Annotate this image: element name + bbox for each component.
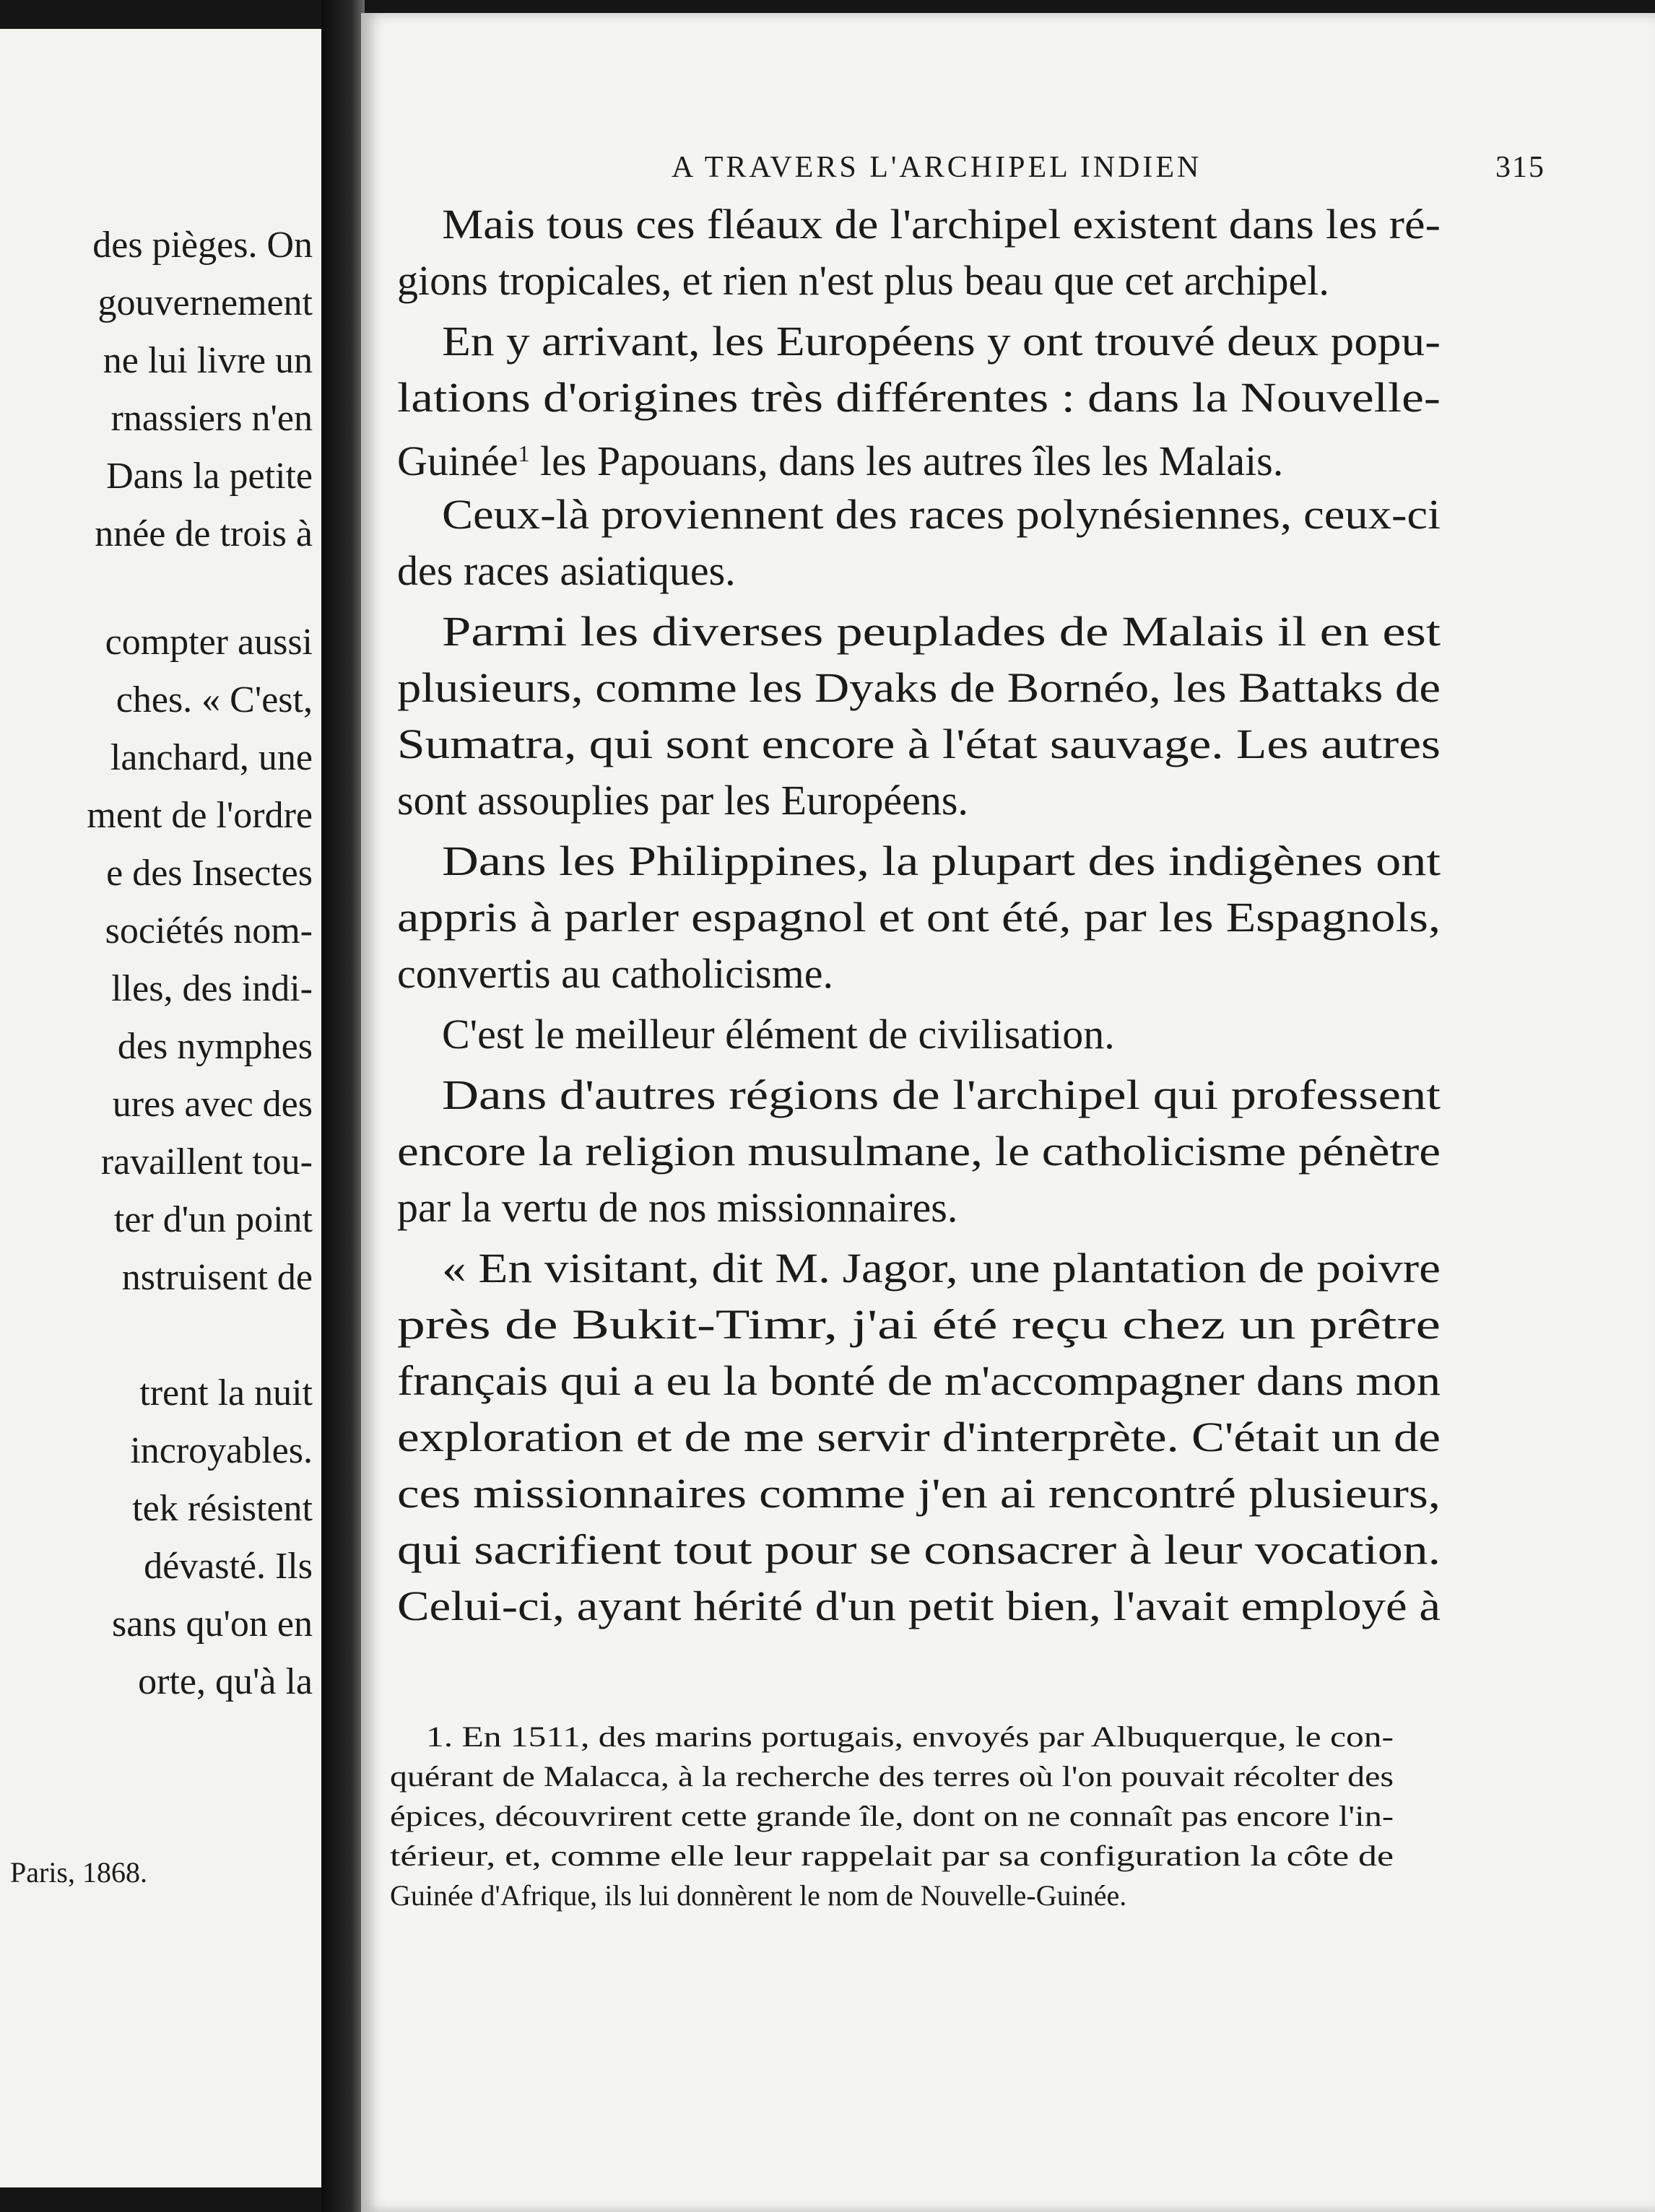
body-text-line: encore la religion musulmane, le catholicisme pénètre: [397, 1128, 1441, 1175]
body-text-line: par la vertu de nos missionnaires.: [397, 1184, 958, 1231]
left-page-line: ter d'un point: [113, 1199, 313, 1240]
left-page-line: tek résistent: [132, 1488, 313, 1529]
footnote-line: térieur, et, comme elle leur rappelait par sa configuration la côte de: [390, 1839, 1394, 1872]
body-text-line: français qui a eu la bonté de m'accompagner dans mon: [397, 1357, 1441, 1404]
body-text-line: Ceux-là proviennent des races polynésiennes, ceux-ci: [442, 491, 1441, 538]
left-page-line: ne lui livre un: [103, 340, 313, 381]
body-text-line: ces missionnaires comme j'en ai rencontré plusieurs,: [397, 1470, 1441, 1517]
body-text-line: appris à parler espagnol et ont été, par les Espagnols,: [397, 894, 1441, 941]
footnote-marker: 1: [518, 441, 530, 466]
left-page-line: ravaillent tou-: [100, 1141, 313, 1183]
body-text-line: Dans les Philippines, la plupart des indigènes ont: [442, 837, 1441, 884]
left-page-line: nstruisent de: [121, 1257, 313, 1298]
body-text-line: convertis au catholicisme.: [397, 950, 833, 997]
left-page-line: ches. « C'est,: [116, 679, 313, 720]
left-page-line: gouvernement: [97, 282, 313, 323]
body-text-line: sont assouplies par les Européens.: [397, 777, 968, 824]
left-page-line: dévasté. Ils: [144, 1546, 313, 1587]
left-page-line: des nymphes: [117, 1026, 313, 1067]
footnote-line: épices, découvrirent cette grande île, dont on ne connaît pas encore l'in-: [390, 1800, 1394, 1832]
body-text-line: Guinée$^1$ les Papouans, dans les autres îles les Malais.: [397, 437, 1284, 485]
left-page-line: trent la nuit: [139, 1372, 313, 1414]
body-text-line: C'est le meilleur élément de civilisation.: [442, 1011, 1115, 1058]
left-page-line: nnée de trois à: [95, 513, 313, 554]
body-text-line: plusieurs, comme les Dyaks de Bornéo, les Battaks de: [397, 664, 1441, 711]
left-facing-page: [0, 29, 321, 2187]
body-text-line: des races asiatiques.: [397, 547, 736, 594]
body-text-line: Mais tous ces fléaux de l'archipel existent dans les ré-: [442, 201, 1441, 248]
footnote-line: Guinée d'Afrique, ils lui donnèrent le nom de Nouvelle-Guinée.: [390, 1879, 1127, 1912]
footnote-line: 1. En 1511, des marins portugais, envoyés par Albuquerque, le con-: [426, 1720, 1394, 1753]
body-text-line: Parmi les diverses peuplades de Malais il en est: [442, 608, 1441, 655]
right-page: [361, 13, 1655, 2212]
footnote-line: quérant de Malacca, à la recherche des terres où l'on pouvait récolter des: [390, 1760, 1394, 1793]
page-number: 315: [1495, 151, 1545, 184]
body-text-line: En y arrivant, les Européens y ont trouvé deux popu-: [442, 318, 1441, 365]
left-page-line: ment de l'ordre: [87, 795, 313, 836]
body-text-line: Celui-ci, ayant hérité d'un petit bien, l'avait employé à: [397, 1582, 1441, 1629]
left-page-line: compter aussi: [105, 622, 313, 663]
body-text-line: « En visitant, dit M. Jagor, une plantation de poivre: [442, 1245, 1441, 1292]
body-text-line: près de Bukit-Timr, j'ai été reçu chez un prêtre: [397, 1301, 1441, 1348]
left-page-line: sans qu'on en: [111, 1603, 313, 1645]
left-page-line: lles, des indi-: [111, 968, 313, 1009]
left-page-line: des pièges. On: [92, 225, 313, 266]
body-text-line: exploration et de me servir d'interprète. C'était un de: [397, 1414, 1441, 1460]
left-page-line: rnassiers n'en: [110, 398, 313, 439]
left-page-footnote: Paris, 1868.: [10, 1856, 147, 1889]
left-page-line: orte, qu'à la: [138, 1661, 313, 1702]
left-page-line: ures avec des: [112, 1084, 313, 1125]
body-text-line: Sumatra, qui sont encore à l'état sauvage. Les autres: [397, 720, 1441, 767]
left-page-line: lanchard, une: [110, 737, 313, 778]
body-text-line: Dans d'autres régions de l'archipel qui professent: [442, 1071, 1441, 1118]
body-text-line: lations d'origines très différentes : dans la Nouvelle-: [397, 374, 1441, 421]
left-page-line: sociétés nom-: [105, 910, 313, 952]
body-text-line: gions tropicales, et rien n'est plus beau que cet archipel.: [397, 257, 1329, 304]
body-text-line: qui sacrifient tout pour se consacrer à leur vocation.: [397, 1526, 1441, 1573]
left-page-line: e des Insectes: [106, 853, 313, 894]
left-page-line: Dans la petite: [106, 456, 313, 497]
left-page-line: incroyables.: [130, 1430, 313, 1471]
running-header: [672, 150, 1545, 185]
running-title: A TRAVERS L'ARCHIPEL INDIEN: [672, 151, 1202, 184]
book-gutter: [321, 0, 365, 2212]
